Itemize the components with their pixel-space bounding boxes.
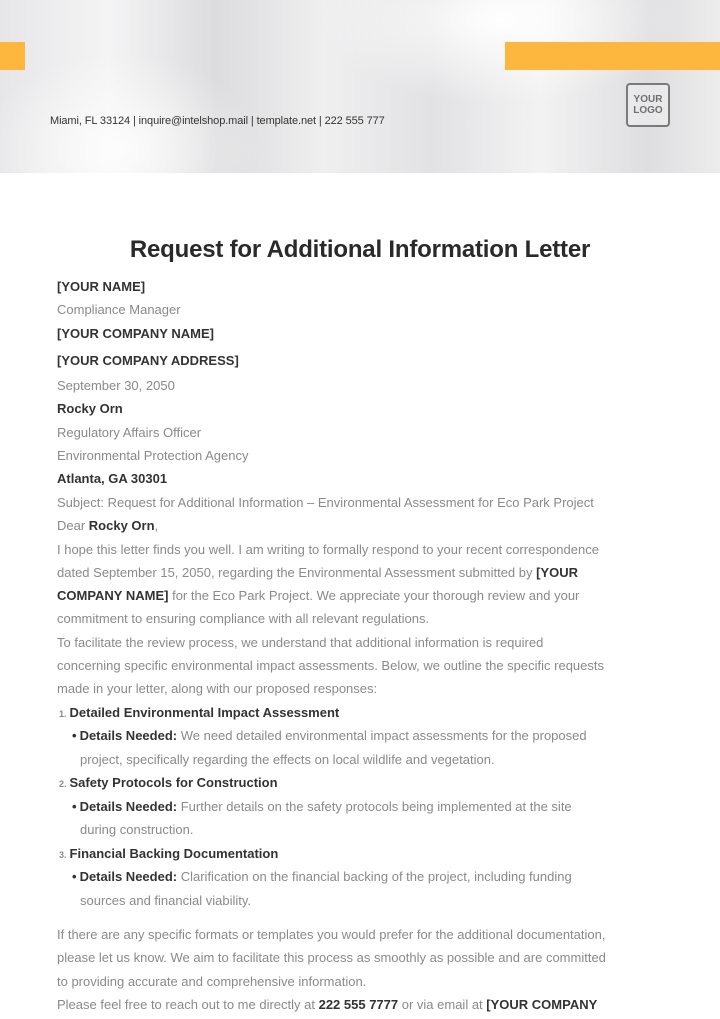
- paragraph-4-line-1: [57, 997, 597, 1013]
- heading-text: Detailed Environmental Impact Assessment: [69, 705, 340, 720]
- paragraph-3-line-1: If there are any specific formats or templates you would prefer for the additional documentation,: [57, 927, 606, 942]
- company-placeholder: [YOUR: [536, 565, 579, 580]
- heading-text: Financial Backing Documentation: [69, 846, 279, 861]
- paragraph-3-line-2: please let us know. We aim to facilitate this process as smoothly as possible and are committed: [57, 950, 606, 965]
- bullet-icon: •: [72, 869, 77, 884]
- paragraph-3-line-3: to providing accurate and comprehensive information.: [57, 974, 367, 989]
- paragraph-2-line-3: made in your letter, along with our proposed responses:: [57, 681, 378, 696]
- recipient-title: Regulatory Affairs Officer: [57, 425, 202, 440]
- detail-text: We need detailed environmental impact assessments for the proposed: [177, 728, 587, 743]
- request-1-detail-line-1: [72, 728, 587, 744]
- salutation-name: Rocky Orn: [88, 518, 155, 533]
- phone-number: 222 555 7777: [318, 997, 399, 1012]
- text: Please feel free to reach out to me directly at: [57, 997, 319, 1012]
- sender-title: Compliance Manager: [57, 302, 181, 317]
- request-1-heading: [59, 705, 339, 722]
- recipient-city: Atlanta, GA 30301: [57, 471, 168, 486]
- sender-name: [YOUR NAME]: [57, 279, 146, 294]
- detail-label: Details Needed:: [79, 869, 178, 884]
- detail-text: Clarification on the financial backing of the project, including funding: [177, 869, 572, 884]
- text: dated September 15, 2050, regarding the Environmental Assessment submitted by: [57, 565, 537, 580]
- paragraph-1-line-4: commitment to ensuring compliance with all relevant regulations.: [57, 611, 430, 626]
- request-2-heading: [59, 775, 278, 792]
- paragraph-1-line-1: I hope this letter finds you well. I am writing to formally respond to your recent correspondence: [57, 542, 599, 557]
- heading-text: Safety Protocols for Construction: [69, 775, 278, 790]
- request-2-detail-line-2: during construction.: [80, 822, 194, 837]
- request-2-detail-line-1: [72, 799, 572, 815]
- contact-line: Miami, FL 33124 | inquire@intelshop.mail | template.net | 222 555 777: [50, 115, 385, 127]
- paragraph-2-line-2: concerning specific environmental impact assessments. Below, we outline the specific requests: [57, 658, 604, 673]
- email-placeholder: [YOUR COMPANY: [486, 997, 598, 1012]
- recipient-organization: Environmental Protection Agency: [57, 448, 249, 463]
- accent-bar-left: [0, 42, 25, 70]
- request-1-detail-line-2: project, specifically regarding the effects on local wildlife and vegetation.: [80, 752, 495, 767]
- subject-line: Subject: Request for Additional Information – Environmental Assessment for Eco Park Project: [57, 495, 594, 510]
- company-placeholder: COMPANY NAME]: [57, 588, 169, 603]
- logo-text-line2: LOGO: [633, 105, 663, 116]
- bullet-icon: •: [72, 728, 77, 743]
- request-3-detail-line-1: [72, 869, 572, 885]
- page-title: Request for Additional Information Letter: [129, 236, 591, 263]
- letter-date: September 30, 2050: [57, 378, 175, 393]
- paragraph-2-line-1: To facilitate the review process, we understand that additional information is required: [57, 635, 544, 650]
- detail-text: Further details on the safety protocols being implemented at the site: [177, 799, 572, 814]
- logo-placeholder: [626, 83, 670, 127]
- paragraph-1-line-2: [57, 565, 578, 581]
- list-number: 2.: [59, 779, 67, 789]
- detail-label: Details Needed:: [79, 728, 178, 743]
- salutation-prefix: Dear: [57, 518, 89, 533]
- text: or via email at: [398, 997, 487, 1012]
- list-number: 1.: [59, 709, 67, 719]
- logo-text-line1: YOUR: [633, 94, 663, 105]
- paragraph-1-line-3: [57, 588, 579, 604]
- request-3-detail-line-2: sources and financial viability.: [80, 893, 252, 908]
- letterhead-header: [0, 0, 720, 173]
- request-3-heading: [59, 846, 278, 863]
- list-number: 3.: [59, 850, 67, 860]
- text: for the Eco Park Project. We appreciate your thorough review and your: [168, 588, 580, 603]
- salutation-suffix: ,: [154, 518, 159, 533]
- salutation: [57, 518, 158, 534]
- sender-address: [YOUR COMPANY ADDRESS]: [57, 353, 239, 368]
- sender-company: [YOUR COMPANY NAME]: [57, 326, 214, 341]
- recipient-name: Rocky Orn: [57, 401, 123, 416]
- bullet-icon: •: [72, 799, 77, 814]
- accent-bar-right: [505, 42, 720, 70]
- detail-label: Details Needed:: [79, 799, 178, 814]
